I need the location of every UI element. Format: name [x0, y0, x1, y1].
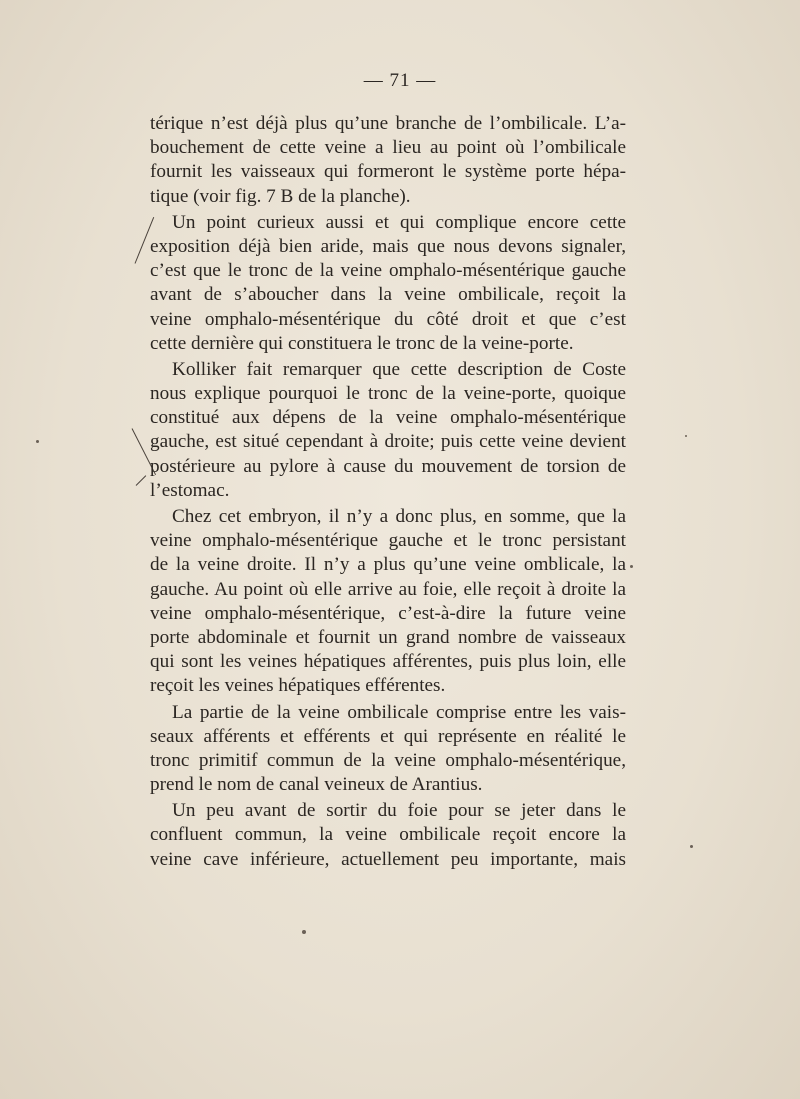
text-line: seaux afférents et efférents et qui représente en réalité le: [150, 725, 626, 747]
text-line: avant de s’aboucher dans la veine ombilicale, reçoit la: [150, 284, 626, 306]
text-line: Un peu avant de sortir du foie pour se jeter dans le: [172, 800, 626, 822]
text-line: de la veine droite. Il n’y a plus qu’une veine omblicale, la: [150, 554, 626, 576]
text-line: veine omphalo-mésentérique du côté droit et que c’est: [150, 308, 626, 330]
paragraph-3: [150, 358, 626, 503]
text-line: constitué aux dépens de la veine omphalo-mésentérique: [150, 407, 626, 429]
text-line: térique n’est déjà plus qu’une branche de l’ombilicale. L’a-: [150, 113, 626, 134]
text-line: exposition déjà bien aride, mais que nous devons signaler,: [150, 235, 626, 257]
text-line: reçoit les veines hépatiques efférentes.: [150, 675, 446, 697]
paper-speck: [36, 440, 39, 443]
text-line: qui sont les veines hépatiques afférentes, puis plus loin, elle: [150, 651, 626, 673]
text-line: tronc primitif commun de la veine omphalo-mésentérique,: [150, 749, 626, 771]
paragraph-2: [150, 211, 626, 356]
paragraph-6: [150, 799, 626, 872]
text-line: postérieure au pylore à cause du mouvement de torsion de: [150, 455, 626, 477]
text-line: Kolliker fait remarquer que cette description de Coste: [172, 358, 626, 380]
paper-speck: [690, 845, 693, 848]
page-number: — 71 —: [363, 70, 437, 91]
body-text: [150, 112, 626, 874]
text-line: gauche. Au point où elle arrive au foie, elle reçoit à droite la: [150, 578, 626, 600]
paragraph-1: [150, 112, 626, 209]
text-line: gauche, est situé cependant à droite; puis cette veine devient: [150, 431, 626, 453]
text-line: veine omphalo-mésentérique, c’est-à-dire la future veine: [150, 602, 626, 624]
paragraph-5: [150, 701, 626, 798]
text-line: veine omphalo-mésentérique gauche et le tronc persistant: [150, 530, 626, 552]
paper-speck: [630, 565, 633, 568]
text-line: La partie de la veine ombilicale comprise entre les vais-: [172, 701, 626, 723]
paragraph-4: [150, 505, 626, 699]
text-line: prend le nom de canal veineux de Arantius.: [150, 774, 483, 796]
text-line: Chez cet embryon, il n’y a donc plus, en somme, que la: [172, 506, 626, 527]
text-line: veine cave inférieure, actuellement peu importante, mais: [150, 848, 626, 870]
margin-pencil-mark-tick: [136, 475, 147, 486]
text-line: nous explique pourquoi le tronc de la veine-porte, quoique: [150, 383, 626, 405]
text-line: bouchement de cette veine a lieu au point où l’ombilicale: [150, 137, 626, 159]
text-line: c’est que le tronc de la veine omphalo-mésentérique gauche: [150, 260, 626, 282]
text-line: cette dernière qui constituera le tronc de la veine-porte.: [150, 332, 574, 354]
text-line: l’estomac.: [150, 479, 230, 501]
paper-speck: [302, 930, 306, 934]
paper-speck: [685, 435, 687, 437]
text-line: tique (voir fig. 7 B de la planche).: [150, 185, 411, 207]
text-line: fournit les vaisseaux qui formeront le système porte hépa-: [150, 161, 626, 183]
text-line: confluent commun, la veine ombilicale reçoit encore la: [150, 824, 626, 846]
text-line: Un point curieux aussi et qui complique encore cette: [172, 211, 626, 233]
text-line: porte abdominale et fournit un grand nombre de vaisseaux: [150, 626, 626, 648]
